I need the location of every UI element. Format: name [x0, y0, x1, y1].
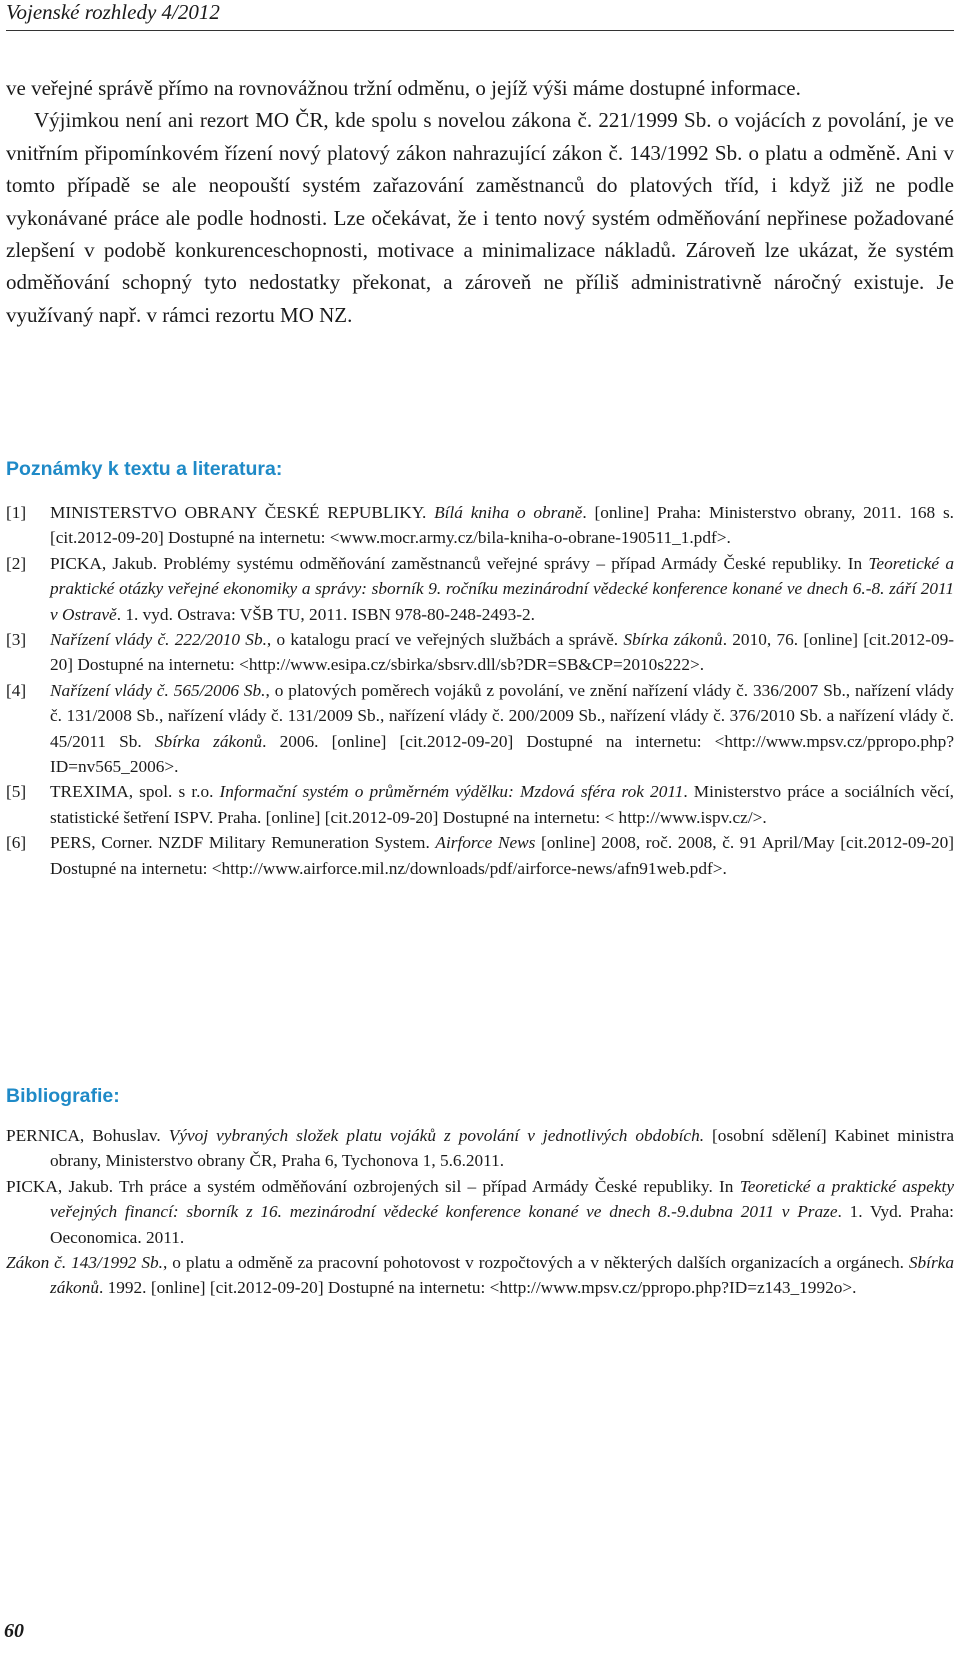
page-number: 60: [4, 1620, 24, 1642]
article-body: [6, 72, 954, 331]
note-text: . 2010, 76. [online] [cit.2012-09-20] Dostupné na internetu: <http://www.esipa.cz/sbirka/sbsrv.dll/sb?DR=SB&CP=2010s222>.: [50, 630, 954, 675]
note-text: PICKA, Jakub. Problémy systému odměňování zaměstnanců veřejné správy – případ Armády České republiky. In: [50, 553, 869, 573]
note-item: [6, 500, 954, 551]
note-item: [6, 551, 954, 627]
note-number: [5]: [6, 782, 27, 802]
note-number: [1]: [6, 503, 27, 522]
bibliography-heading: Bibliografie:: [6, 1085, 120, 1107]
bib-title: Zákon č. 143/1992 Sb.: [6, 1253, 163, 1273]
bib-title: Vývoj vybraných složek platu vojáků z povolání v jednotlivých obdobích.: [168, 1126, 705, 1145]
bibliography-item: [6, 1250, 954, 1301]
notes-heading: Poznámky k textu a literatura:: [6, 458, 283, 480]
journal-title: Vojenské rozhledy 4/2012: [6, 0, 220, 24]
note-title: Nařízení vlády č. 565/2006 Sb.: [50, 680, 266, 700]
note-text: MINISTERSTVO OBRANY ČESKÉ REPUBLIKY.: [50, 503, 435, 522]
note-number: [6]: [6, 833, 27, 853]
running-header: [6, 0, 954, 31]
bibliography-list: [6, 1123, 954, 1301]
note-title: Airforce News: [435, 833, 536, 853]
note-title: Bílá kniha o obraně: [434, 503, 583, 522]
note-title: Sbírka zákonů: [623, 630, 723, 650]
note-text: , o platových poměrech vojáků z povolání, ve znění nařízení vlády č. 336/2007 Sb., nařízení vlády č. 131/2008 Sb., nařízení vlády č. 131/2009 Sb., nařízení vlády č. 200/2009 Sb., nařízení vlády č. 376/2010 Sb. a nařízení vlády č. 45/2011 Sb.: [50, 680, 955, 751]
bib-text: . 1. Vyd. Praha: Oeconomica. 2011.: [50, 1202, 954, 1247]
note-text: . 1. vyd. Ostrava: VŠB TU, 2011. ISBN 978-80-248-2493-2.: [116, 604, 535, 624]
note-number: [3]: [6, 630, 27, 650]
note-text: , o katalogu prací ve veřejných službách a správě.: [266, 630, 624, 650]
note-text: . [online] Praha: Ministerstvo obrany, 2011. 168 s. [cit.2012-09-20] Dostupné na internetu: <www.mocr.army.cz/bila-kniha-o-obrane-190511_1.pdf>.: [50, 503, 954, 548]
bib-text: PICKA, Jakub. Trh práce a systém odměňování ozbrojených sil – případ Armády České republiky. In: [6, 1176, 740, 1196]
note-text: PERS, Corner. NZDF Military Remuneration System.: [50, 833, 436, 853]
note-text: [online] 2008, roč. 2008, č. 91 April/May [cit.2012-09-20] Dostupné na internetu: <http://www.airforce.mil.nz/downloads/pdf/airforce-news/afn91web.pdf>.: [50, 833, 955, 878]
notes-list: [6, 500, 954, 881]
bib-title: Sbírka zákonů: [50, 1253, 954, 1298]
bib-text: , o platu a odměně za pracovní pohotovost v rozpočtových a v některých dalších organizacích a orgánech.: [162, 1253, 909, 1273]
note-number: [4]: [6, 680, 27, 700]
bib-text: [osobní sdělení] Kabinet ministra obrany, Ministerstvo obrany ČR, Praha 6, Tychonova 1, 5.6.2011.: [50, 1126, 954, 1171]
paragraph: ve veřejné správě přímo na rovnovážnou tržní odměnu, o jejíž výši máme dostupné informace.: [6, 76, 801, 100]
note-item: [6, 678, 954, 780]
note-title: Sbírka zákonů: [154, 731, 263, 751]
note-title: Informační systém o průměrném výdělku: Mzdová sféra rok 2011: [219, 782, 684, 802]
note-item: [6, 779, 954, 830]
note-text: . 2006. [online] [cit.2012-09-20] Dostupné na internetu: <http://www.mpsv.cz/ppropo.php?ID=nv565_2006>.: [50, 731, 954, 777]
bib-text: PERNICA, Bohuslav.: [6, 1126, 169, 1145]
bibliography-item: [6, 1174, 954, 1250]
paragraph: Výjimkou není ani rezort MO ČR, kde spolu s novelou zákona č. 221/1999 Sb. o vojácích z povolání, je ve vnitřním připomínkovém řízení nový platový zákon nahrazující zákon č. 143/1992 Sb. o platu a odměně. Ani v tomto případě se ale neopouští systém zařazování zaměstnanců do platových tříd, i když již ne podle vykonávané práce ale podle hodnosti. Lze očekávat, že i tento nový systém odměňování nepřinese požadované zlepšení v podobě konkurenceschopnosti, motivace a minimalizace nákladů. Zároveň lze ukázat, že systém odměňování schopný tyto nedostatky překonat, a zároveň ne příliš administrativně náročný existuje. Je využívaný např. v rámci rezortu MO NZ.: [6, 108, 954, 327]
note-text: TREXIMA, spol. s r.o.: [50, 782, 220, 802]
note-title: Teoretické a praktické otázky veřejné ekonomiky a správy: sborník 9. ročníku mezinárodní vědecké konference konané ve dnech 6.-8. září 2011 v Ostravě: [50, 553, 954, 624]
note-text: . Ministerstvo práce a sociálních věcí, statistické šetření ISPV. Praha. [online] [cit.2012-09-20] Dostupné na internetu: < http://www.ispv.cz/>.: [50, 782, 954, 827]
note-number: [2]: [6, 553, 27, 573]
bib-text: . 1992. [online] [cit.2012-09-20] Dostupné na internetu: <http://www.mpsv.cz/ppropo.php?ID=z143_1992o>.: [98, 1278, 857, 1298]
note-title: Nařízení vlády č. 222/2010 Sb.: [50, 630, 267, 650]
bib-title: Teoretické a praktické aspekty veřejných financí: sborník z 16. mezinárodní vědecké konference konané ve dnech 8.-9.dubna 2011 v Praze: [50, 1176, 954, 1222]
bibliography-item: [6, 1123, 954, 1174]
note-item: [6, 627, 954, 678]
note-item: [6, 830, 954, 881]
